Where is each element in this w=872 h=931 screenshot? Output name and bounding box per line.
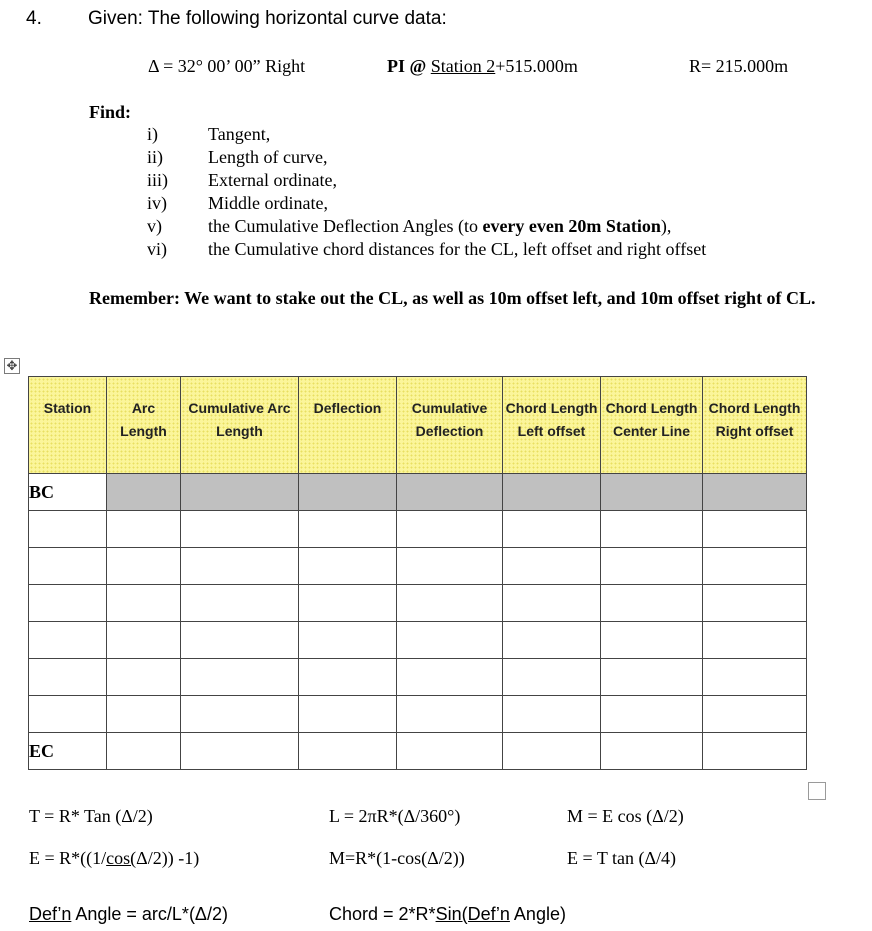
formula-tangent: T = R* Tan (Δ/2) bbox=[29, 806, 153, 826]
table-cell[interactable] bbox=[107, 733, 181, 770]
table-cell[interactable] bbox=[107, 474, 181, 511]
header-chord-right: Chord Length Right offset bbox=[703, 377, 807, 474]
formula-chord bbox=[329, 904, 566, 925]
table-cell[interactable] bbox=[299, 622, 397, 659]
find-item-text-bold: every even 20m Station bbox=[482, 216, 661, 236]
find-item-num: v) bbox=[147, 216, 162, 236]
table-cell[interactable] bbox=[601, 548, 703, 585]
table-cell[interactable] bbox=[299, 548, 397, 585]
header-cumulative-deflection: Cumulative Deflection bbox=[397, 377, 503, 474]
formula-middle: M = E cos (Δ/2) bbox=[567, 806, 684, 826]
table-row bbox=[29, 585, 807, 622]
formula-length: L = 2πR*(Δ/360°) bbox=[329, 806, 461, 826]
table-cell[interactable] bbox=[299, 696, 397, 733]
find-item-num: i) bbox=[147, 124, 158, 144]
header-deflection: Deflection bbox=[299, 377, 397, 474]
table-row bbox=[29, 659, 807, 696]
table-cell[interactable] bbox=[299, 511, 397, 548]
formula-defn-rest: Angle = arc/L*(Δ/2) bbox=[71, 904, 228, 924]
table-cell[interactable] bbox=[503, 585, 601, 622]
table-row-bc bbox=[29, 474, 807, 511]
table-cell[interactable] bbox=[601, 659, 703, 696]
table-cell[interactable] bbox=[601, 511, 703, 548]
table-cell[interactable] bbox=[29, 622, 107, 659]
pi-station-suffix: +515.000m bbox=[495, 56, 578, 76]
table-cell[interactable] bbox=[703, 659, 807, 696]
find-item-num: iii) bbox=[147, 170, 168, 190]
table-row bbox=[29, 696, 807, 733]
table-header-row bbox=[29, 377, 807, 474]
formula-middle-alt: M=R*(1-cos(Δ/2)) bbox=[329, 848, 465, 868]
table-cell[interactable] bbox=[29, 696, 107, 733]
table-cell[interactable] bbox=[397, 696, 503, 733]
find-title: Find: bbox=[89, 102, 132, 122]
find-item-num: ii) bbox=[147, 147, 163, 167]
table-cell[interactable] bbox=[503, 548, 601, 585]
stakeout-table bbox=[28, 376, 807, 770]
table-cell[interactable] bbox=[703, 511, 807, 548]
question-text: Given: The following horizontal curve data: bbox=[88, 8, 447, 29]
formula-external-suffix: Δ/2)) -1) bbox=[136, 848, 200, 868]
formula-defn-label: Def’n bbox=[29, 904, 72, 924]
pi-station-label: Station 2 bbox=[430, 56, 496, 76]
find-item-num: vi) bbox=[147, 239, 167, 259]
find-item-text: the Cumulative chord distances for the CL, left offset and right offset bbox=[208, 239, 707, 259]
table-cell[interactable] bbox=[107, 585, 181, 622]
table-cell[interactable] bbox=[299, 474, 397, 511]
table-cell[interactable] bbox=[29, 585, 107, 622]
table-cell[interactable] bbox=[397, 585, 503, 622]
radius-value bbox=[689, 56, 788, 77]
table-cell[interactable] bbox=[397, 548, 503, 585]
question-number: 4. bbox=[26, 8, 42, 29]
formula-chord-sin: Sin(Def’n bbox=[435, 904, 510, 924]
radius-text: R= 215.000m bbox=[689, 56, 789, 76]
find-item-text: Middle ordinate, bbox=[208, 193, 328, 213]
table-cell[interactable] bbox=[397, 733, 503, 770]
table-cell[interactable] bbox=[503, 622, 601, 659]
row-label-bc: BC bbox=[29, 474, 107, 511]
formula-external bbox=[29, 848, 199, 869]
find-item-text-before: the Cumulative Deflection Angles (to bbox=[208, 216, 483, 236]
find-item-text bbox=[208, 216, 671, 237]
table-cell[interactable] bbox=[397, 511, 503, 548]
table-cell[interactable] bbox=[299, 659, 397, 696]
table-cell[interactable] bbox=[299, 733, 397, 770]
table-cell[interactable] bbox=[601, 733, 703, 770]
table-cell[interactable] bbox=[181, 511, 299, 548]
pi-station bbox=[387, 56, 578, 77]
table-cell[interactable] bbox=[601, 474, 703, 511]
table-cell[interactable] bbox=[397, 659, 503, 696]
header-station: Station bbox=[29, 377, 107, 474]
table-cell[interactable] bbox=[107, 696, 181, 733]
find-item-text: Tangent, bbox=[208, 124, 271, 144]
move-handle-icon[interactable]: ✥ bbox=[4, 358, 20, 374]
table-cell[interactable] bbox=[107, 622, 181, 659]
table-cell[interactable] bbox=[181, 622, 299, 659]
table-cell[interactable] bbox=[703, 622, 807, 659]
table-row bbox=[29, 548, 807, 585]
table-row-ec bbox=[29, 733, 807, 770]
delta-value: Δ = 32° 00’ 00” Right bbox=[148, 56, 306, 76]
formula-chord-prefix: Chord = 2*R* bbox=[329, 904, 436, 924]
table-cell[interactable] bbox=[397, 474, 503, 511]
remember-note: Remember: We want to stake out the CL, as well as 10m offset left, and 10m offset right of CL. bbox=[89, 288, 816, 308]
table-cell[interactable] bbox=[181, 474, 299, 511]
pi-prefix: PI @ bbox=[387, 56, 431, 76]
table-cell[interactable] bbox=[181, 548, 299, 585]
table-cell[interactable] bbox=[397, 622, 503, 659]
find-item-text: External ordinate, bbox=[208, 170, 337, 190]
formula-chord-suffix: Angle) bbox=[509, 904, 566, 924]
table-cell[interactable] bbox=[181, 696, 299, 733]
table-cell[interactable] bbox=[703, 696, 807, 733]
table-cell[interactable] bbox=[29, 659, 107, 696]
table-cell[interactable] bbox=[107, 548, 181, 585]
table-cell[interactable] bbox=[503, 474, 601, 511]
table-cell[interactable] bbox=[503, 733, 601, 770]
header-arc-length: Arc Length bbox=[107, 377, 181, 474]
find-item-num: iv) bbox=[147, 193, 167, 213]
table-row bbox=[29, 622, 807, 659]
table-cell[interactable] bbox=[703, 733, 807, 770]
table-cell[interactable] bbox=[299, 585, 397, 622]
header-cumulative-arc-length: Cumulative Arc Length bbox=[181, 377, 299, 474]
table-cell[interactable] bbox=[503, 659, 601, 696]
find-item-text-after: ), bbox=[660, 216, 672, 236]
formula-deflection bbox=[29, 904, 228, 925]
header-chord-left: Chord Length Left offset bbox=[503, 377, 601, 474]
header-chord-center: Chord Length Center Line bbox=[601, 377, 703, 474]
table-cell[interactable] bbox=[703, 474, 807, 511]
table-cell[interactable] bbox=[29, 511, 107, 548]
table-cell[interactable] bbox=[503, 696, 601, 733]
table-cell[interactable] bbox=[181, 659, 299, 696]
table-cell[interactable] bbox=[703, 585, 807, 622]
formula-external-alt: E = T tan (Δ/4) bbox=[567, 848, 677, 868]
find-item-text: Length of curve, bbox=[208, 147, 328, 167]
formula-external-cos: cos( bbox=[106, 848, 137, 868]
resize-handle-icon[interactable] bbox=[808, 782, 826, 800]
table-cell[interactable] bbox=[107, 511, 181, 548]
row-label-ec: EC bbox=[29, 733, 107, 770]
formula-external-prefix: E = R*((1/ bbox=[29, 848, 107, 868]
table-cell[interactable] bbox=[601, 622, 703, 659]
table-cell[interactable] bbox=[703, 548, 807, 585]
table-cell[interactable] bbox=[601, 696, 703, 733]
table-cell[interactable] bbox=[181, 585, 299, 622]
table-row bbox=[29, 511, 807, 548]
table-cell[interactable] bbox=[107, 659, 181, 696]
table-cell[interactable] bbox=[503, 511, 601, 548]
table-cell[interactable] bbox=[181, 733, 299, 770]
table-cell[interactable] bbox=[29, 548, 107, 585]
table-cell[interactable] bbox=[601, 585, 703, 622]
